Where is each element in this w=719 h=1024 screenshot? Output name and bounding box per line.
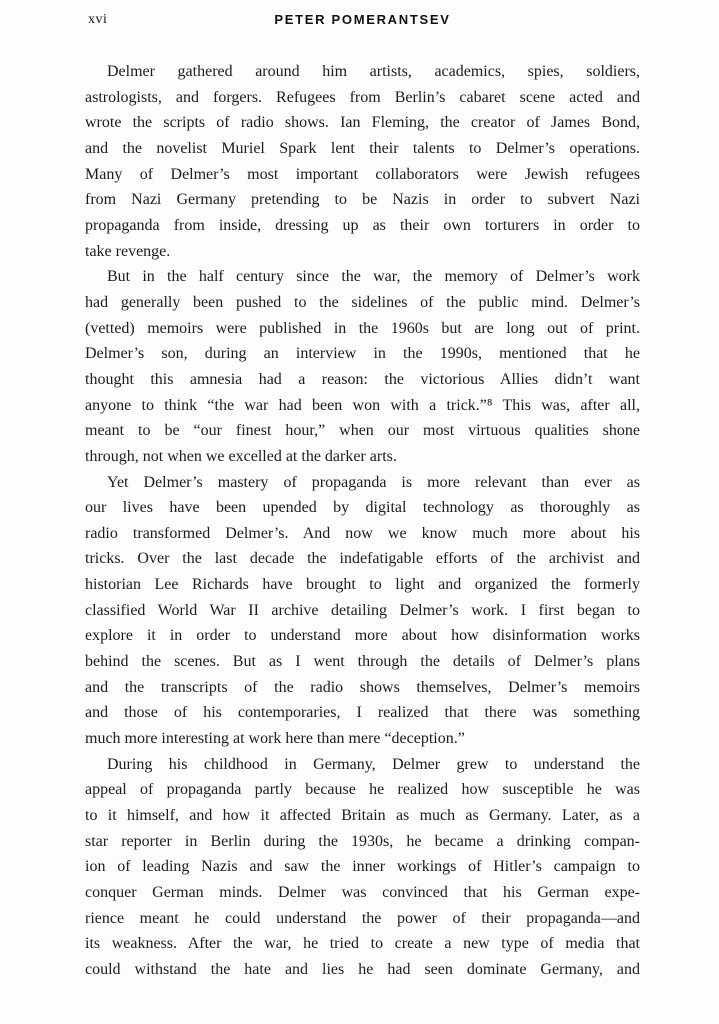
text-line: from Nazi Germany pretending to be Nazis in order to subvert Nazi: [85, 191, 640, 209]
text-line: to it himself, and how it affected Britain as much as Germany. Later, as a: [85, 807, 640, 825]
paragraph: [85, 470, 640, 752]
text-line: tricks. Over the last decade the indefatigable efforts of the archivist and: [85, 550, 640, 568]
text-line: could withstand the hate and lies he had seen dominate Germany, and: [85, 960, 640, 978]
text-line: thought this amnesia had a reason: the victorious Allies didn’t want: [85, 370, 640, 388]
text-line: our lives have been upended by digital technology as thoroughly as: [85, 499, 640, 517]
text-line: rience meant he could understand the power of their propaganda—and: [85, 909, 640, 927]
text-line: ion of leading Nazis and saw the inner workings of Hitler’s campaign to: [85, 858, 640, 876]
text-line: Delmer gathered around him artists, academics, spies, soldiers,: [107, 63, 640, 80]
paragraph: [85, 59, 640, 264]
text-line: Yet Delmer’s mastery of propaganda is more relevant than ever as: [107, 473, 640, 491]
text-line: and those of his contemporaries, I realized that there was something: [85, 704, 640, 722]
text-line: Delmer’s son, during an interview in the 1990s, mentioned that he: [85, 345, 640, 363]
text-line: meant to be “our finest hour,” when our most virtuous qualities shone: [85, 422, 640, 440]
text-line: astrologists, and forgers. Refugees from Berlin’s cabaret scene acted and: [85, 88, 640, 106]
text-line: and the novelist Muriel Spark lent their talents to Delmer’s operations.: [85, 139, 640, 157]
text-line: and the transcripts of the radio shows themselves, Delmer’s memoirs: [85, 678, 640, 696]
text-line: take revenge.: [85, 242, 171, 260]
text-line: Many of Delmer’s most important collaborators were Jewish refugees: [85, 165, 640, 183]
text-line: through, not when we excelled at the darker arts.: [85, 447, 397, 465]
text-line: much more interesting at work here than mere “deception.”: [85, 730, 465, 748]
text-line: had generally been pushed to the sidelines of the public mind. Delmer’s: [85, 293, 640, 311]
paragraph: [85, 264, 640, 469]
running-head: PETER POMERANTSEV: [274, 12, 451, 27]
text-line: (vetted) memoirs were published in the 1960s but are long out of print.: [85, 319, 640, 337]
text-line: appeal of propaganda partly because he realized how susceptible he was: [85, 781, 640, 799]
text-line: explore it in order to understand more about how disinformation works: [85, 627, 640, 645]
text-line: behind the scenes. But as I went through the details of Delmer’s plans: [85, 653, 640, 671]
text-line: classified World War II archive detailing Delmer’s work. I first began to: [85, 601, 640, 619]
text-line: historian Lee Richards have brought to light and organized the formerly: [85, 576, 640, 594]
text-line: conquer German minds. Delmer was convinced that his German expe-: [85, 884, 640, 901]
text-line: star reporter in Berlin during the 1930s, he became a drinking compan-: [85, 832, 640, 850]
text-line: radio transformed Delmer’s. And now we know much more about his: [85, 524, 640, 542]
text-line: propaganda from inside, dressing up as their own torturers in order to: [85, 216, 640, 234]
text-block: [85, 59, 640, 983]
text-line: But in the half century since the war, the memory of Delmer’s work: [107, 268, 640, 286]
text-line: anyone to think “the war had been won with a trick.”⁸ This was, after all,: [85, 396, 640, 414]
text-line: wrote the scripts of radio shows. Ian Fleming, the creator of James Bond,: [85, 114, 640, 132]
text-line: During his childhood in Germany, Delmer grew to understand the: [107, 755, 640, 773]
text-line: its weakness. After the war, he tried to create a new type of media that: [85, 935, 640, 953]
page-number: xvi: [88, 12, 108, 27]
paragraph: [85, 752, 640, 983]
